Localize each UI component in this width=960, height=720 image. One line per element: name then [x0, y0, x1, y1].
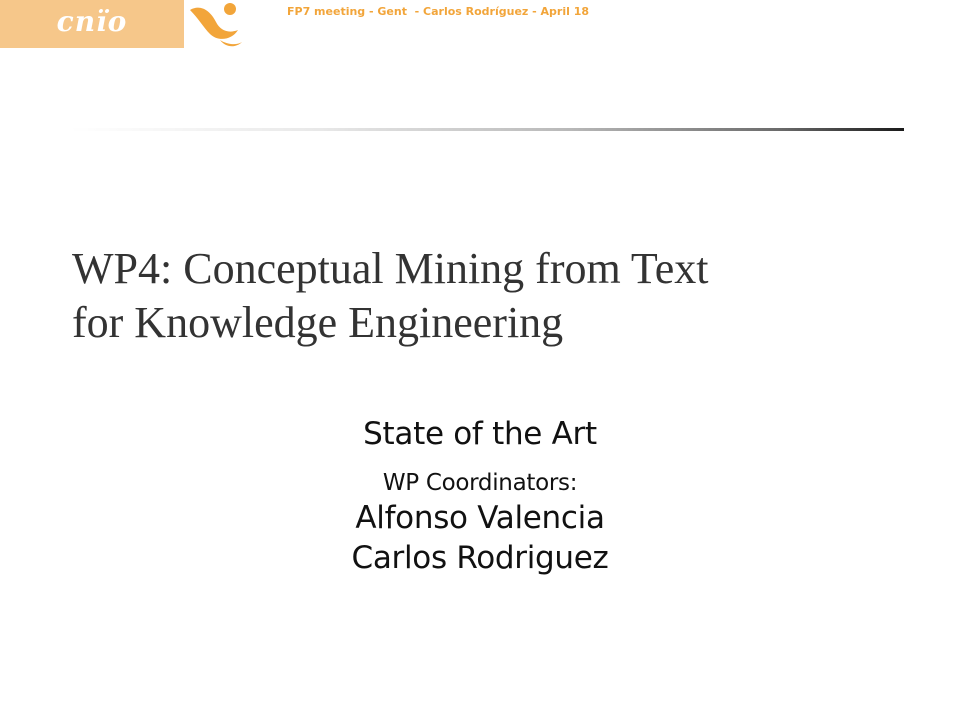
coordinator-name-2: Carlos Rodriguez: [351, 540, 609, 576]
coordinator-name-1: Alfonso Valencia: [355, 500, 605, 536]
title-line-1: WP4: Conceptual Mining from Text: [72, 244, 709, 293]
logo-text: cnïo: [56, 4, 128, 38]
slide-title: [72, 242, 932, 350]
meeting-header: FP7 meeting - Gent - Carlos Rodríguez - April 18: [287, 5, 590, 18]
subtitle: State of the Art: [363, 416, 597, 452]
figure-mark-icon: [186, 0, 244, 48]
cnio-logo: [0, 0, 184, 48]
coordinators-label: WP Coordinators:: [382, 470, 578, 496]
title-divider: [70, 128, 904, 131]
subtitle-block: [160, 410, 800, 578]
title-line-2: for Knowledge Engineering: [72, 298, 564, 347]
